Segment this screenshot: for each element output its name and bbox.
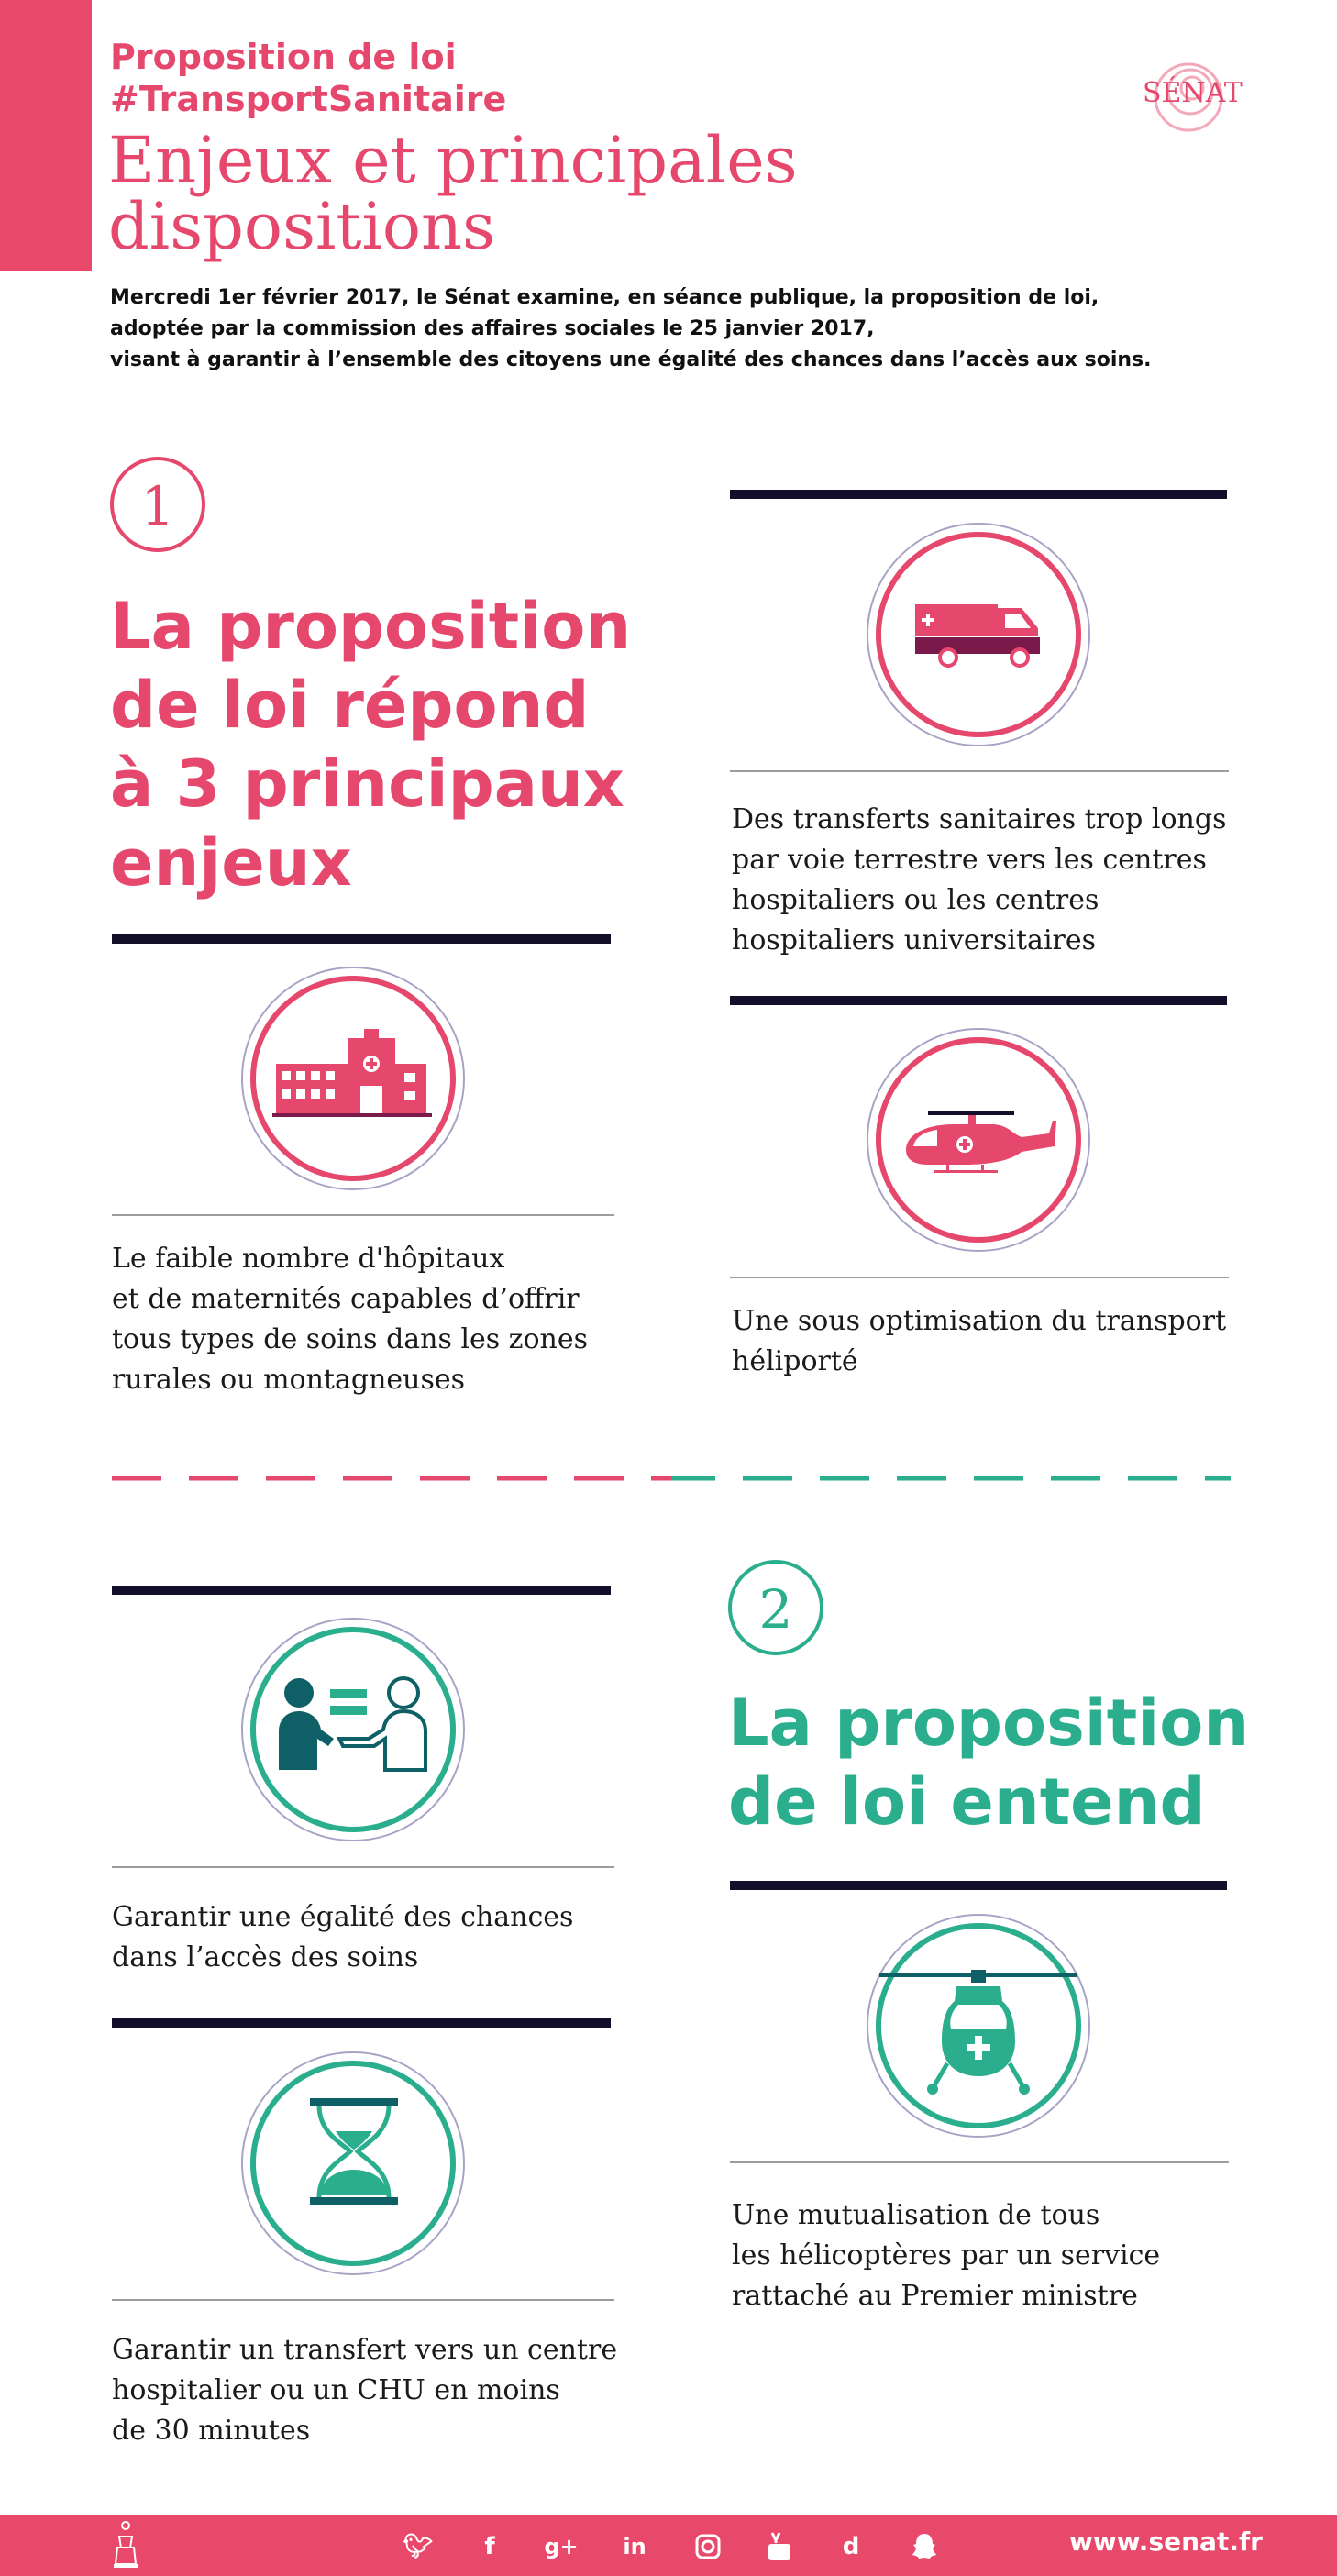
google-plus-icon[interactable]: g+: [544, 2534, 579, 2559]
divider-rule: [730, 1277, 1229, 1278]
item-text-hopitaux: Le faible nombre d'hôpitaux et de maternités capables d’offrir tous types de soins dans les zones rurales ou montagneuses: [112, 1243, 589, 1396]
divider-bar: [112, 2018, 611, 2028]
divider-bar: [730, 490, 1227, 499]
senat-emblem-icon[interactable]: [112, 2520, 139, 2570]
hourglass-icon: [308, 2096, 400, 2206]
facebook-icon[interactable]: f: [484, 2533, 495, 2560]
divider-rule: [112, 1866, 614, 1868]
footer-url-link[interactable]: www.senat.fr: [1069, 2526, 1263, 2557]
divider-bar: [112, 1586, 611, 1595]
senat-logo[interactable]: [1133, 55, 1243, 138]
page-title-line-2: dispositions: [108, 189, 496, 264]
divider-rule: [112, 1214, 614, 1216]
section-1-number: 1: [110, 457, 205, 552]
kicker-line-2: #TransportSanitaire: [110, 79, 507, 119]
helicopter-front-icon: [878, 1968, 1079, 2106]
medical-helicopter-icon: [901, 1110, 1058, 1177]
item-text-heliporte: Une sous optimisation du transport héliporté: [732, 1305, 1227, 1377]
item-text-mutualisation: Une mutualisation de tous les hélicoptères par un service rattaché au Premier ministre: [732, 2199, 1161, 2312]
snapchat-icon[interactable]: [906, 2528, 943, 2565]
youtube-icon[interactable]: [761, 2528, 798, 2565]
linkedin-icon[interactable]: in: [623, 2534, 646, 2559]
divider-bar: [730, 1881, 1227, 1890]
divider-bar: [730, 996, 1227, 1005]
equality-icon: [275, 1675, 431, 1775]
dailymotion-icon[interactable]: d: [842, 2533, 860, 2560]
section-2-heading: La proposition de loi entend: [728, 1686, 1250, 1840]
hospital-icon: [272, 1027, 434, 1119]
logo-text: SÉNAT: [1143, 77, 1243, 109]
item-text-egalite: Garantir une égalité des chances dans l’accès des soins: [112, 1901, 574, 1973]
instagram-icon[interactable]: [690, 2528, 726, 2565]
section-1-heading: La proposition de loi répond à 3 principaux enjeux: [110, 589, 632, 901]
kicker-line-1: Proposition de loi: [110, 37, 457, 77]
twitter-icon[interactable]: 🐦︎: [403, 2533, 434, 2560]
item-text-transferts: Des transferts sanitaires trop longs par voie terrestre vers les centres hospitaliers ou les centres hospitaliers universitaires: [732, 803, 1227, 956]
page-title-line-1: Enjeux et principales: [108, 123, 798, 198]
header-accent-bar: [0, 0, 92, 271]
divider-rule: [112, 2299, 614, 2301]
divider-rule: [730, 2161, 1229, 2163]
section-2-number: 2: [728, 1560, 823, 1655]
item-text-transfert-30min: Garantir un transfert vers un centre hospitalier ou un CHU en moins de 30 minutes: [112, 2334, 618, 2447]
ambulance-icon: [913, 601, 1051, 669]
divider-bar: [112, 934, 611, 944]
section-separator: [112, 1475, 1231, 1482]
intro-text: Mercredi 1er février 2017, le Sénat examine, en séance publique, la proposition de loi, adoptée par la commission des affaires sociales le 25 janvier 2017, visant à garantir à l’ensemble des citoyens une égalité des chances dans l’accès aux soins.: [110, 286, 1152, 371]
divider-rule: [730, 770, 1229, 772]
